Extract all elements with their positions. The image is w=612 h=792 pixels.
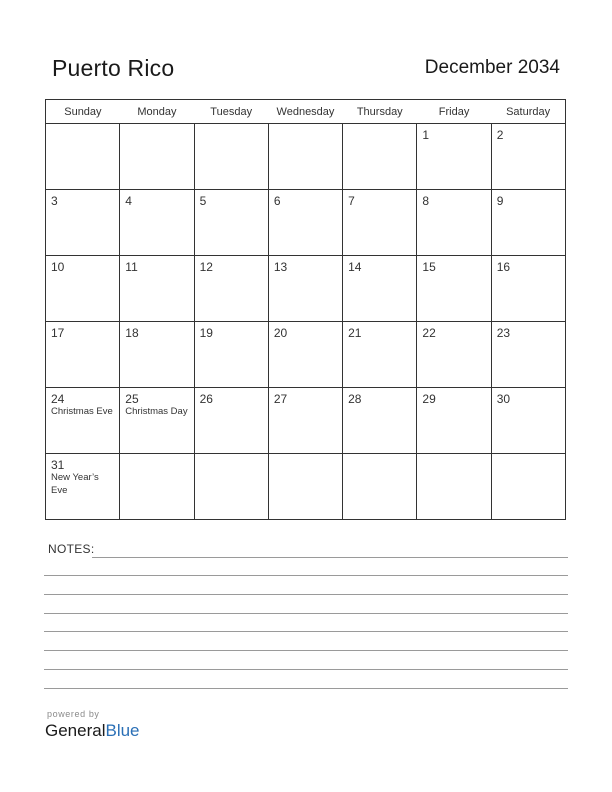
day-number: 3 [51, 194, 58, 208]
day-cell [343, 124, 417, 190]
day-cell [417, 124, 491, 190]
day-cell [491, 124, 565, 190]
powered-by-text: powered by [47, 709, 100, 719]
day-cell [194, 454, 268, 520]
weekday-header: Saturday [491, 100, 565, 124]
note-line [44, 669, 568, 670]
day-number: 9 [496, 194, 504, 208]
day-number: 2 [496, 128, 504, 142]
day-cell [417, 454, 491, 520]
day-number: 20 [273, 326, 288, 340]
holiday-label: New Year’s Eve [51, 472, 99, 496]
day-number: 19 [199, 326, 213, 340]
day-cell [46, 256, 120, 322]
day-number: 26 [199, 392, 213, 406]
brand-blue-text: Blue [105, 721, 140, 740]
day-cell [194, 322, 268, 388]
day-cell [417, 322, 491, 388]
day-number: 4 [125, 194, 132, 208]
day-cell [120, 256, 194, 322]
day-cell [46, 454, 120, 520]
day-number: 13 [273, 260, 288, 274]
weekday-header: Thursday [343, 100, 417, 124]
day-cell [343, 388, 417, 454]
day-cell [194, 256, 268, 322]
day-cell [120, 454, 194, 520]
week-row [46, 190, 566, 256]
day-cell [343, 322, 417, 388]
week-row [46, 454, 566, 520]
day-cell [194, 388, 268, 454]
day-number: 23 [496, 326, 511, 340]
day-number: 17 [51, 326, 65, 340]
day-cell [417, 190, 491, 256]
country-title: Puerto Rico [52, 55, 175, 81]
weekday-header: Friday [417, 100, 491, 124]
day-cell [268, 124, 342, 190]
weekday-header-row [46, 100, 566, 124]
day-number: 14 [348, 260, 362, 274]
day-cell [120, 190, 194, 256]
day-number: 6 [273, 194, 281, 208]
day-cell [491, 388, 565, 454]
week-row [46, 322, 566, 388]
day-cell [120, 388, 194, 454]
note-line [44, 575, 568, 576]
calendar-grid [45, 99, 566, 520]
day-cell [491, 256, 565, 322]
day-number: 25 [125, 392, 139, 406]
month-title: December 2034 [424, 57, 560, 78]
note-line [92, 557, 568, 558]
day-cell [491, 322, 565, 388]
note-line [44, 594, 568, 595]
day-number: 24 [51, 392, 65, 406]
day-cell [46, 124, 120, 190]
day-cell [268, 454, 342, 520]
day-number: 11 [125, 260, 138, 274]
day-number: 5 [199, 194, 207, 208]
note-line [44, 650, 568, 651]
day-number: 10 [51, 260, 65, 274]
day-cell [120, 322, 194, 388]
day-number: 28 [348, 392, 362, 406]
day-number: 31 [51, 458, 65, 472]
day-cell [46, 388, 120, 454]
day-number: 12 [199, 260, 213, 274]
day-cell [194, 124, 268, 190]
day-cell [46, 322, 120, 388]
day-number: 8 [422, 194, 430, 208]
holiday-label: Christmas Day [125, 406, 188, 417]
day-cell [343, 190, 417, 256]
day-cell [268, 388, 342, 454]
weekday-header: Sunday [46, 100, 120, 124]
day-number: 22 [422, 326, 436, 340]
weekday-header: Monday [120, 100, 194, 124]
day-cell [491, 190, 565, 256]
day-cell [120, 124, 194, 190]
day-cell [417, 388, 491, 454]
day-number: 1 [422, 128, 430, 142]
day-number: 21 [348, 326, 362, 340]
day-number: 30 [496, 392, 511, 406]
note-line [44, 631, 568, 632]
week-row [46, 388, 566, 454]
day-cell [268, 256, 342, 322]
brand-general-text: General [45, 721, 106, 740]
day-cell [343, 454, 417, 520]
weekday-header: Wednesday [268, 100, 342, 124]
day-number: 16 [496, 260, 511, 274]
week-row [46, 256, 566, 322]
weekday-header: Tuesday [194, 100, 268, 124]
week-row [46, 124, 566, 190]
notes-label: NOTES: [48, 542, 95, 556]
day-number: 29 [422, 392, 436, 406]
day-cell [343, 256, 417, 322]
day-cell [417, 256, 491, 322]
day-cell [46, 190, 120, 256]
day-number: 18 [125, 326, 139, 340]
day-cell [268, 190, 342, 256]
day-number: 15 [422, 260, 436, 274]
day-number: 7 [348, 194, 355, 208]
brand-logo [45, 721, 140, 741]
day-number: 27 [273, 392, 288, 406]
day-cell [491, 454, 565, 520]
day-cell [268, 322, 342, 388]
note-line [44, 613, 568, 614]
note-line [44, 688, 568, 689]
day-cell [194, 190, 268, 256]
holiday-label: Christmas Eve [51, 406, 113, 417]
